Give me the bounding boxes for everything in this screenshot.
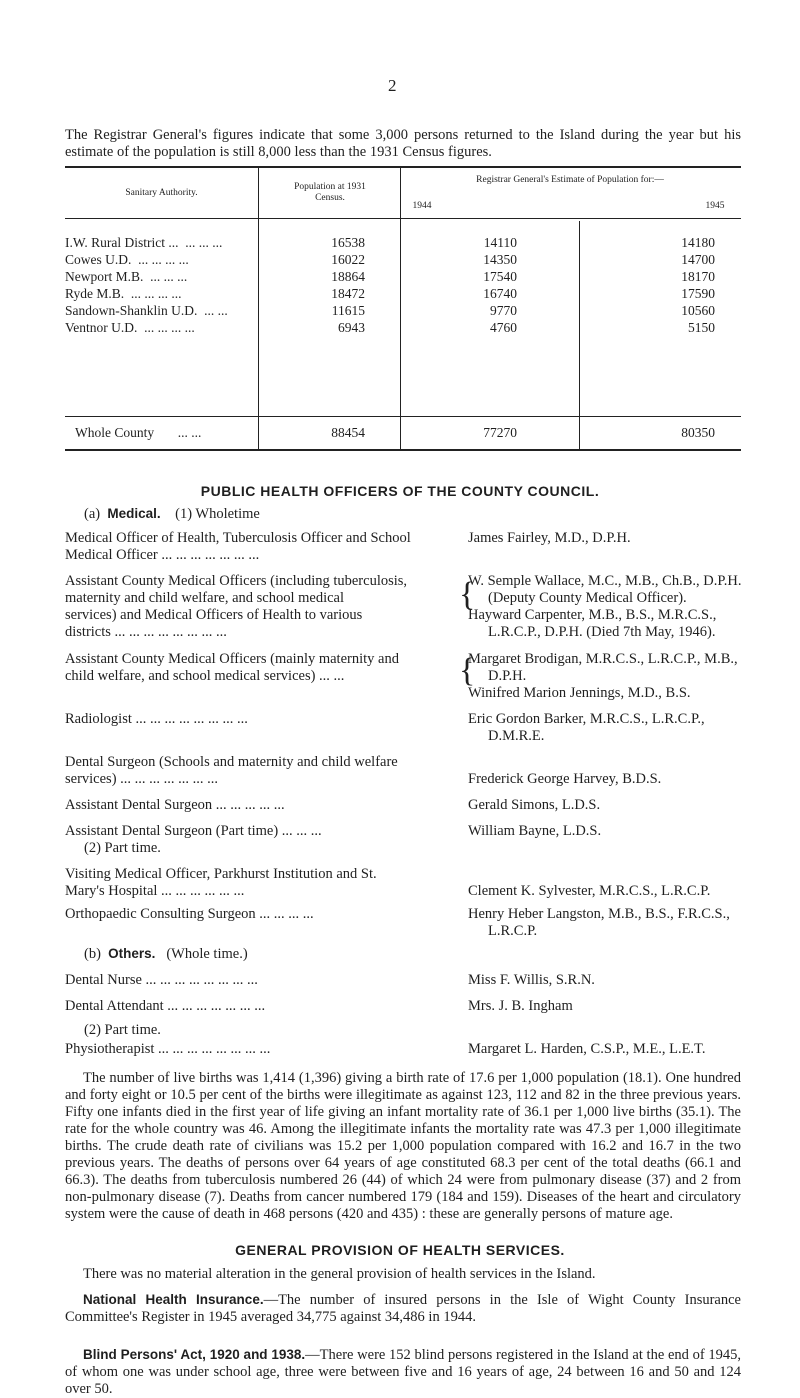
physiotherapist-name: Margaret L. Harden, C.S.P., M.E., L.E.T.: [468, 1041, 706, 1057]
acmo-name3: Hayward Carpenter, M.B., B.S., M.R.C.S.,: [468, 607, 717, 623]
dental-attendant-label: Dental Attendant ... ... ... ... ... ... ...: [65, 998, 266, 1014]
table-divider: [400, 166, 401, 451]
acmo-line4: districts ... ... ... ... ... ... ... ...: [65, 624, 227, 640]
table-cell-e1945: 10560: [681, 303, 715, 318]
row-authority: Newport M.B.: [65, 269, 144, 284]
visiting-name: Clement K. Sylvester, M.R.C.S., L.R.C.P.: [468, 883, 711, 899]
brace: {: [459, 652, 476, 689]
total-e1945: 80350: [681, 425, 715, 440]
section-a-label: (a): [84, 506, 101, 522]
visiting-line2: Mary's Hospital ... ... ... ... ... ...: [65, 883, 245, 899]
table-row-name: [65, 303, 228, 319]
table-cell-e1945: 14180: [681, 235, 715, 250]
acmo2-name1: Margaret Brodigan, M.R.C.S., L.R.C.P., M.B.,: [468, 651, 738, 667]
radiologist-name2: D.M.R.E.: [488, 728, 545, 744]
acmo-name2: (Deputy County Medical Officer).: [488, 590, 687, 606]
part-time-sub-2: (2) Part time.: [84, 1022, 161, 1038]
table-header-rule: [65, 218, 741, 219]
moh-line2: Medical Officer ... ... ... ... ... ... ...: [65, 547, 260, 563]
header-population: Population at 1931 Census.: [294, 182, 366, 203]
ads-label: Assistant Dental Surgeon ... ... ... ... ...: [65, 797, 285, 813]
visiting-line1: Visiting Medical Officer, Parkhurst Institution and St.: [65, 866, 377, 882]
moh-name: James Fairley, M.D., D.P.H.: [468, 530, 631, 546]
section-b-title: Others.: [108, 946, 156, 961]
general-paragraph: There was no material alteration in the general provision of health services in the Island.: [83, 1266, 596, 1282]
physiotherapist-label: Physiotherapist ... ... ... ... ... ... ... ...: [65, 1041, 271, 1057]
table-cell-e1945: 17590: [681, 286, 715, 301]
total-row-name: [75, 425, 201, 441]
acmo2-name3: Winifred Marion Jennings, M.D., B.S.: [468, 685, 691, 701]
acmo-line1: Assistant County Medical Officers (including tuberculosis,: [65, 573, 408, 589]
blind-paragraph: [65, 1346, 741, 1398]
table-cell-e1944: 9770: [490, 303, 517, 318]
acmo2-line2: child welfare, and school medical services) ... ...: [65, 668, 345, 684]
table-row-name: [65, 235, 222, 251]
blind-text: —There were 152 blind persons registered in the Island at the end of 1945, of whom one was under school age, three were between five and 16 years of age, 24 between 16 and 50 and 124 over 50.: [65, 1347, 741, 1397]
total-dots: ... ...: [177, 425, 202, 440]
table-divider: [579, 221, 580, 449]
orthopaedic-name1: Henry Heber Langston, M.B., B.S., F.R.C.S.,: [468, 906, 730, 922]
table-bottom-rule: [65, 449, 741, 451]
table-cell-p1931: 11615: [331, 303, 365, 318]
acmo2-line1: Assistant County Medical Officers (mainly maternity and: [65, 651, 399, 667]
table-cell-e1944: 14110: [483, 235, 517, 250]
row-dots: ... ...: [204, 303, 228, 318]
section-b-label: (b): [84, 946, 101, 962]
moh-line1: Medical Officer of Health, Tuberculosis Officer and School: [65, 530, 411, 546]
table-top-rule: [65, 166, 741, 168]
brace: {: [459, 576, 476, 613]
section-a-sub: (1) Wholetime: [175, 506, 260, 522]
row-dots: ... ... ... ...: [138, 252, 189, 267]
table-cell-p1931: 6943: [338, 320, 365, 335]
header-year-1944: 1944: [412, 201, 432, 211]
table-cell-e1944: 16740: [483, 286, 517, 301]
officers-heading: PUBLIC HEALTH OFFICERS OF THE COUNTY COUNCIL.: [200, 483, 600, 499]
header-authority: Sanitary Authority.: [125, 188, 198, 198]
section-a-heading: [84, 506, 260, 523]
acmo-line2: maternity and child welfare, and school medical: [65, 590, 345, 606]
blind-title: Blind Persons' Act, 1920 and 1938.: [83, 1347, 306, 1362]
table-row-name: [65, 286, 181, 302]
table-cell-e1944: 17540: [483, 269, 517, 284]
table-cell-e1945: 14700: [681, 252, 715, 267]
row-dots: ... ... ... ...: [130, 286, 182, 301]
page-number: 2: [388, 76, 397, 95]
row-authority: Ryde M.B.: [65, 286, 125, 301]
table-cell-p1931: 18472: [331, 286, 365, 301]
ads-name: Gerald Simons, L.D.S.: [468, 797, 601, 813]
radiologist-name1: Eric Gordon Barker, M.R.C.S., L.R.C.P.,: [468, 711, 705, 727]
header-estimate: Registrar General's Estimate of Population for:—: [476, 175, 664, 185]
dental-nurse-label: Dental Nurse ... ... ... ... ... ... ... ...: [65, 972, 258, 988]
dental-attendant-name: Mrs. J. B. Ingham: [468, 998, 573, 1014]
table-cell-p1931: 16022: [331, 252, 365, 267]
table-divider: [258, 166, 259, 451]
acmo2-name2: D.P.H.: [488, 668, 527, 684]
acmo-line3: services) and Medical Officers of Health to various: [65, 607, 363, 623]
dental-nurse-name: Miss F. Willis, S.R.N.: [468, 972, 595, 988]
header-year-1945: 1945: [705, 201, 725, 211]
general-heading: GENERAL PROVISION OF HEALTH SERVICES.: [235, 1242, 565, 1258]
nhi-paragraph: [65, 1291, 741, 1326]
table-cell-e1944: 14350: [483, 252, 517, 267]
row-authority: I.W. Rural District ...: [65, 235, 179, 250]
row-dots: ... ... ...: [185, 235, 223, 250]
table-cell-p1931: 16538: [331, 235, 365, 250]
total-name: Whole County: [75, 425, 155, 440]
table-cell-p1931: 18864: [331, 269, 365, 284]
orthopaedic-label: Orthopaedic Consulting Surgeon ... ... ... ...: [65, 906, 314, 922]
row-dots: ... ... ... ...: [144, 320, 195, 335]
table-total-rule: [65, 416, 741, 417]
table-row-name: [65, 320, 195, 336]
row-authority: Cowes U.D.: [65, 252, 132, 267]
table-cell-e1945: 18170: [681, 269, 715, 284]
section-a-title: Medical.: [107, 506, 161, 521]
adsp-name: William Bayne, L.D.S.: [468, 823, 602, 839]
part-time-sub: (2) Part time.: [84, 840, 161, 856]
adsp-label: Assistant Dental Surgeon (Part time) ... ... ...: [65, 823, 322, 839]
dental-line1: Dental Surgeon (Schools and maternity and child welfare: [65, 754, 398, 770]
section-b-sub: (Whole time.): [166, 946, 248, 962]
total-p1931: 88454: [331, 425, 365, 440]
table-row-name: [65, 252, 189, 268]
row-authority: Sandown-Shanklin U.D.: [65, 303, 198, 318]
acmo-name4: L.R.C.P., D.P.H. (Died 7th May, 1946).: [488, 624, 716, 640]
radiologist-label: Radiologist ... ... ... ... ... ... ... ...: [65, 711, 248, 727]
orthopaedic-name2: L.R.C.P.: [488, 923, 538, 939]
dental-line2: services) ... ... ... ... ... ... ...: [65, 771, 219, 787]
row-authority: Ventnor U.D.: [65, 320, 138, 335]
table-cell-e1944: 4760: [490, 320, 517, 335]
section-b-heading: [84, 946, 248, 963]
births-paragraph: The number of live births was 1,414 (1,396) giving a birth rate of 17.6 per 1,000 population (18.1). One hundred and forty eight or 10.5 per cent of the births were illegitimate as against 123, 112 and 82 in the three previous years. Fifty one infants died in the first year of life giving an infant mortality rate of 36.1 per 1,000 live births (35.1). The rate for the whole country was 46. Among the illegitimate infants the mortality rate was 47.3 per 1,000 illegitimate births. The crude death rate of civilians was 15.2 per 1,000 population compared with 16.2 and 16.7 in the two previous years. The deaths of persons over 64 years of age constituted 68.3 per cent of the total deaths (66.1 and 66.3). The deaths from tuberculosis numbered 26 (44) of which 24 were from pulmonary disease (37) and 2 from non-pulmonary disease (7). Deaths from cancer numbered 179 (184 and 159). Diseases of the heart and circulatory system were the cause of death in 468 persons (420 and 435) : these are generally persons of mature age.: [65, 1070, 741, 1222]
table-cell-e1945: 5150: [688, 320, 715, 335]
nhi-title: National Health Insurance.: [83, 1292, 264, 1307]
intro-paragraph: The Registrar General's figures indicate that some 3,000 persons returned to the Island during the year but his estimate of the population is still 8,000 less than the 1931 Census figures.: [65, 127, 741, 160]
row-dots: ... ... ...: [150, 269, 188, 284]
dental-name: Frederick George Harvey, B.D.S.: [468, 771, 662, 787]
total-e1944: 77270: [483, 425, 517, 440]
nhi-text: —The number of insured persons in the Isle of Wight County Insurance Committee's Register in 1945 averaged 34,775 against 34,486 in 1944.: [65, 1292, 741, 1325]
table-row-name: [65, 269, 187, 285]
acmo-name1: W. Semple Wallace, M.C., M.B., Ch.B., D.P.H.: [468, 573, 742, 589]
